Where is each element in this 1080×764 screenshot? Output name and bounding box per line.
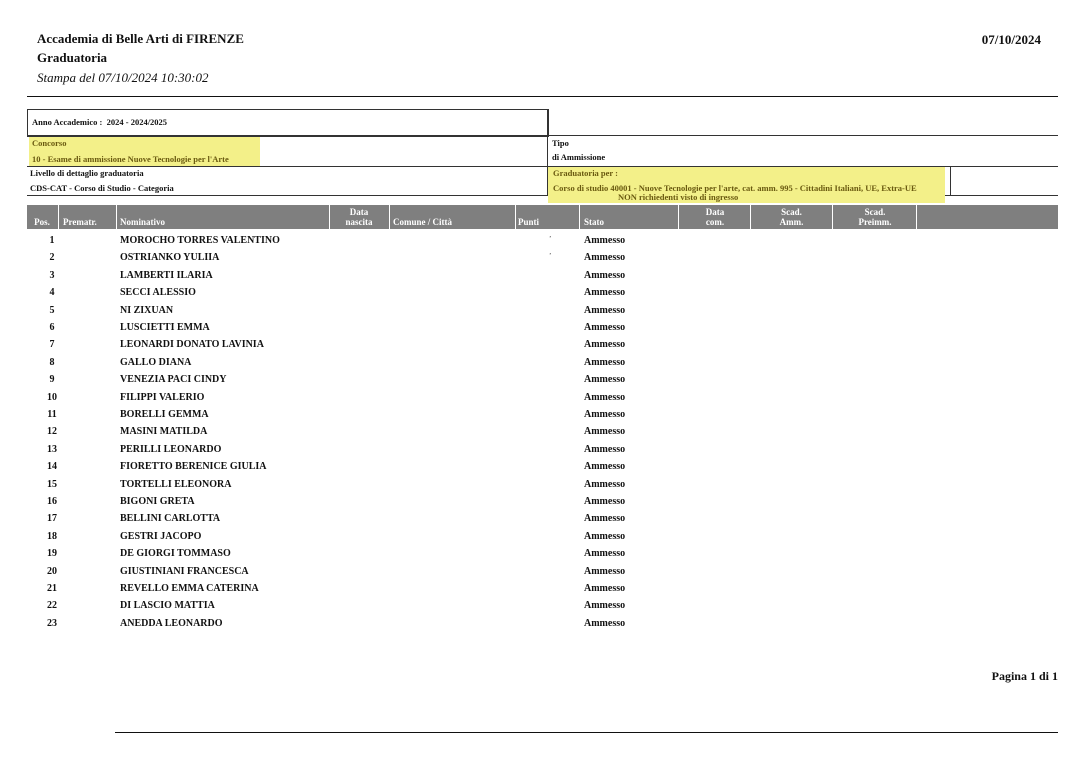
header-separator — [116, 205, 117, 229]
table-row — [27, 232, 1058, 249]
table-row — [27, 493, 1058, 510]
concorso-section — [29, 137, 260, 166]
row-pos: 1 — [49, 235, 55, 246]
row-pos: 3 — [49, 269, 55, 281]
row-pos: 13 — [47, 443, 57, 455]
document-subtitle: Graduatoria — [37, 50, 108, 65]
row-pos: 2 — [49, 252, 55, 264]
row-stato: Ammesso — [584, 304, 626, 316]
livello-value: CDS-CAT - Corso di Studio - Categoria — [30, 183, 174, 193]
graduatoria-value-2: NON richiedenti visto di ingresso — [618, 192, 739, 202]
header-scad-amm — [751, 205, 832, 229]
row-stato: Ammesso — [584, 391, 626, 403]
info-divider-right — [950, 166, 951, 195]
row-stato: Ammesso — [584, 583, 626, 594]
row-stato: Ammesso — [584, 269, 626, 281]
header-prematr: Prematr. — [63, 217, 97, 227]
document-date: 07/10/2024 — [981, 32, 1041, 47]
table-row — [27, 563, 1058, 580]
institution-name: Accademia di Belle Arti di FIRENZE — [37, 31, 244, 46]
table-row — [27, 580, 1058, 597]
row-pos: 19 — [47, 548, 57, 560]
table-row — [27, 249, 1058, 266]
row-stato: Ammesso — [584, 409, 626, 420]
header-scad-preimm — [833, 205, 917, 229]
row-stato: Ammesso — [584, 617, 626, 629]
row-name: NI ZIXUAN — [120, 304, 174, 316]
table-row — [27, 441, 1058, 458]
footer-rule — [115, 732, 1058, 733]
row-name: OSTRIANKO YULIIA — [120, 252, 220, 264]
print-timestamp: Stampa del 07/10/2024 10:30:02 — [37, 70, 209, 85]
row-name: MOROCHO TORRES VALENTINO — [120, 235, 280, 246]
row-name: FILIPPI VALERIO — [120, 391, 205, 403]
row-stato: Ammesso — [584, 443, 626, 455]
table-row — [27, 389, 1058, 406]
row-stato: Ammesso — [584, 252, 626, 264]
header-punti: Punti — [518, 217, 540, 227]
row-pos: 7 — [49, 339, 55, 351]
header-separator — [389, 205, 390, 229]
table-row — [27, 545, 1058, 562]
header-stato: Stato — [584, 217, 604, 227]
header-separator — [579, 205, 580, 229]
row-pos: 17 — [47, 513, 57, 525]
row-name: LUSCIETTI EMMA — [120, 322, 210, 333]
row-stato: Ammesso — [584, 374, 626, 386]
header-separator — [916, 205, 917, 229]
row-stato: Ammesso — [584, 461, 626, 473]
row-name: VENEZIA PACI CINDY — [120, 374, 227, 386]
row-stato: Ammesso — [584, 235, 626, 246]
header-comune: Comune / Città — [393, 217, 452, 227]
row-stato: Ammesso — [584, 565, 626, 577]
row-name: GIUSTINIANI FRANCESCA — [120, 565, 249, 577]
row-stato: Ammesso — [584, 478, 626, 490]
row-pos: 4 — [49, 287, 55, 299]
row-pos: 10 — [47, 391, 57, 403]
row-name: BELLINI CARLOTTA — [120, 513, 221, 525]
header-data-com — [679, 205, 751, 229]
row-name: REVELLO EMMA CATERINA — [120, 583, 259, 594]
table-row — [27, 319, 1058, 336]
livello-label: Livello di dettaglio graduatoria — [30, 168, 144, 178]
header-pos: Pos. — [34, 217, 50, 227]
row-stato: Ammesso — [584, 530, 626, 542]
header-scad-amm-text: Scad. Amm. — [779, 207, 804, 227]
row-pos: 21 — [47, 583, 57, 594]
tipo-value: di Ammissione — [552, 152, 606, 162]
graduatoria-label: Graduatoria per : — [553, 168, 619, 178]
row-name: LAMBERTI ILARIA — [120, 269, 213, 281]
table-row — [27, 615, 1058, 632]
header-rule — [27, 96, 1058, 97]
row-name: DI LASCIO MATTIA — [120, 600, 215, 612]
tipo-section — [552, 137, 605, 164]
row-name: MASINI MATILDA — [120, 426, 208, 438]
table-row — [27, 528, 1058, 545]
row-stato: Ammesso — [584, 513, 626, 525]
header-data-nascita-text: Data nascita — [345, 207, 373, 227]
table-row — [27, 371, 1058, 388]
graduatoria-value: Corso di studio 40001 - Nuove Tecnologie per l'arte, cat. amm. 995 - Cittadini Italiani, UE, Extra-UE — [553, 183, 917, 193]
row-name: PERILLI LEONARDO — [120, 443, 222, 455]
tipo-label: Tipo — [552, 138, 569, 148]
table-row — [27, 336, 1058, 353]
table-row — [27, 597, 1058, 614]
table-row — [27, 406, 1058, 423]
table-row — [27, 423, 1058, 440]
row-pos: 8 — [49, 356, 55, 368]
header-nominativo: Nominativo — [120, 217, 165, 227]
table-row — [27, 284, 1058, 301]
row-stato: Ammesso — [584, 548, 626, 560]
info-rule-1 — [27, 135, 1058, 136]
row-stato: Ammesso — [584, 322, 626, 333]
row-name: ANEDDA LEONARDO — [120, 617, 223, 629]
table-row — [27, 510, 1058, 527]
row-pos: 15 — [47, 478, 57, 490]
table-row — [27, 267, 1058, 284]
header-data-com-text: Data com. — [705, 207, 725, 227]
row-pos: 11 — [47, 409, 57, 420]
livello-section — [30, 167, 174, 195]
row-stato: Ammesso — [584, 356, 626, 368]
row-pos: 14 — [47, 461, 57, 473]
row-pos: 5 — [49, 304, 55, 316]
row-punti-mark: ʼ — [549, 252, 552, 261]
header-scad-preimm-text: Scad. Preimm. — [858, 207, 892, 227]
table-row — [27, 302, 1058, 319]
row-stato: Ammesso — [584, 339, 626, 351]
row-name: BIGONI GRETA — [120, 496, 195, 507]
table-row — [27, 458, 1058, 475]
row-name: GESTRI JACOPO — [120, 530, 202, 542]
row-name: FIORETTO BERENICE GIULIA — [120, 461, 267, 473]
row-stato: Ammesso — [584, 496, 626, 507]
row-name: GALLO DIANA — [120, 356, 192, 368]
row-pos: 12 — [47, 426, 57, 438]
row-pos: 18 — [47, 530, 57, 542]
table-row — [27, 354, 1058, 371]
header-separator — [515, 205, 516, 229]
row-name: SECCI ALESSIO — [120, 287, 196, 299]
table-row — [27, 476, 1058, 493]
page-number: Pagina 1 di 1 — [991, 669, 1058, 683]
row-pos: 23 — [47, 617, 57, 629]
row-name: DE GIORGI TOMMASO — [120, 548, 231, 560]
concorso-value: 10 - Esame di ammissione Nuove Tecnologie per l'Arte — [32, 154, 229, 164]
row-pos: 9 — [49, 374, 55, 386]
anno-label: Anno Accademico : — [32, 117, 103, 127]
row-name: BORELLI GEMMA — [120, 409, 209, 420]
row-stato: Ammesso — [584, 600, 626, 612]
anno-section — [32, 116, 167, 129]
header-separator — [58, 205, 59, 229]
row-name: TORTELLI ELEONORA — [120, 478, 232, 490]
graduatoria-section — [548, 167, 945, 203]
row-pos: 20 — [47, 565, 57, 577]
row-stato: Ammesso — [584, 287, 626, 299]
concorso-label: Concorso — [32, 138, 67, 148]
anno-value: 2024 - 2024/2025 — [106, 117, 168, 127]
header-data-nascita — [329, 205, 389, 229]
table-header — [27, 205, 1058, 229]
row-punti-mark: ʼ — [549, 235, 552, 243]
row-pos: 22 — [47, 600, 57, 612]
row-pos: 6 — [49, 322, 55, 333]
row-pos: 16 — [47, 496, 57, 507]
row-name: LEONARDI DONATO LAVINIA — [120, 339, 264, 351]
row-stato: Ammesso — [584, 426, 626, 438]
